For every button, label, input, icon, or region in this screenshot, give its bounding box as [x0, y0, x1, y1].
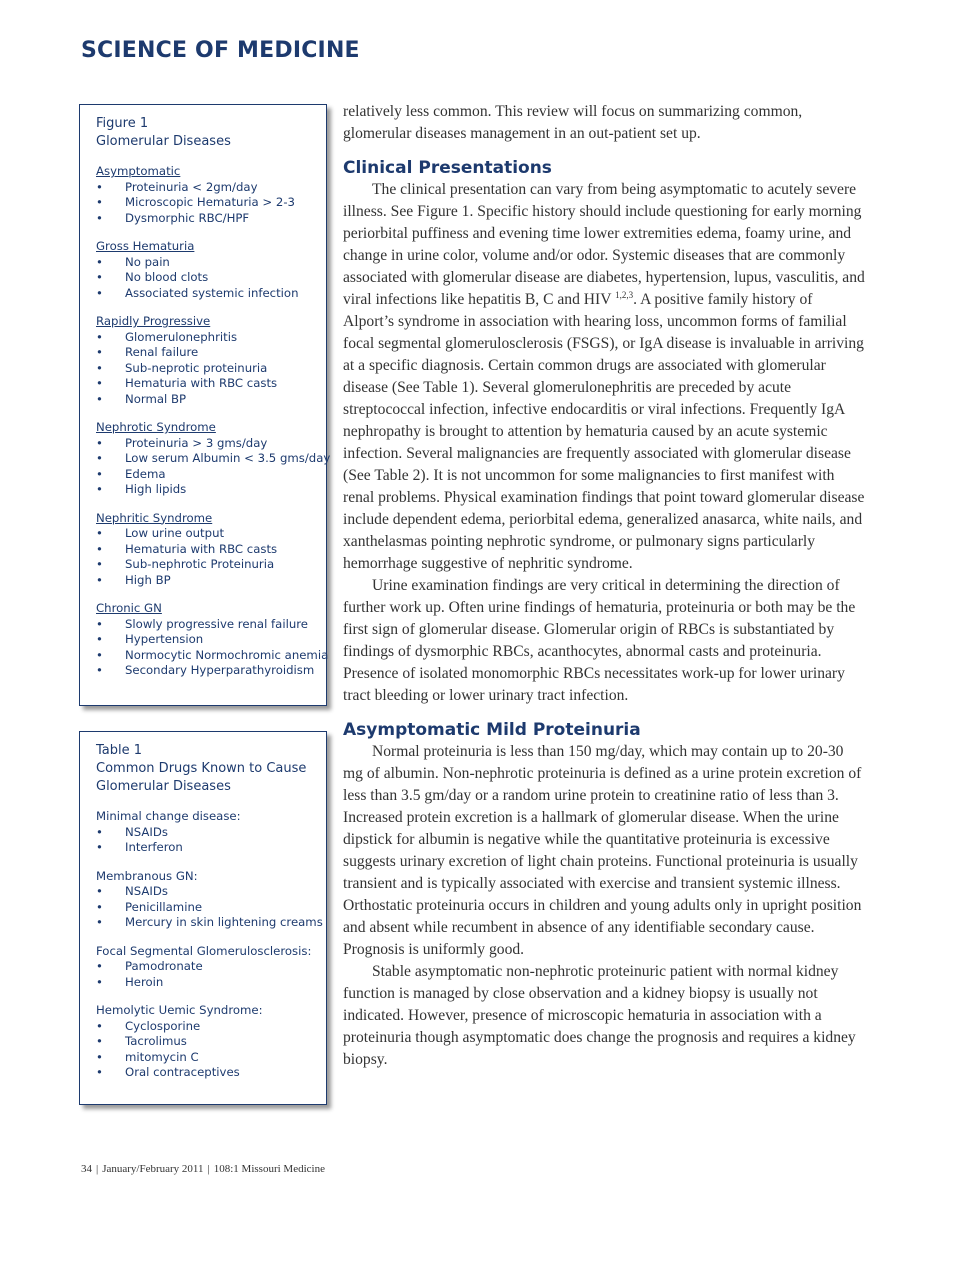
- figure-group: [96, 601, 329, 679]
- heading-clinical-presentations: Clinical Presentations: [343, 158, 552, 178]
- figure-title: Glomerular Diseases: [96, 134, 231, 149]
- clinical-paragraph-2: Urine examination findings are very critical in determining the direction of further work up. Often urine findings of hematuria, proteinuria or both may be the first sign of glomerular disease. Glomerular origin of RBCs is substantiated by findings of dysmorphic RBCs, acanthocytes, abnormal casts and proteinuria. Presence of isolated monomorphic RBCs necessitates work-up for lower urinary tract bleeding or lower urinary tract infection.: [343, 577, 856, 704]
- intro-paragraph: relatively less common. This review will focus on summarizing common, glomerular diseases management in an out-patient set up.: [343, 103, 803, 142]
- list-item: • Hematuria with RBC casts: [96, 376, 322, 392]
- group-heading: Rapidly Progressive: [96, 314, 211, 328]
- list-item: • Associated systemic infection: [96, 286, 322, 302]
- table-group: [96, 809, 322, 856]
- list-item: • No pain: [96, 255, 322, 271]
- issue-date: January/February 2011: [102, 1163, 204, 1175]
- table-label: Table 1: [96, 743, 143, 758]
- figure-group: [96, 314, 322, 407]
- list-item: • Penicillamine: [96, 900, 322, 916]
- list-item: • Normal BP: [96, 392, 322, 408]
- group-heading: Chronic GN: [96, 601, 162, 615]
- group-heading: Nephrotic Syndrome: [96, 420, 216, 434]
- list-item: • Hypertension: [96, 632, 322, 648]
- table-group: [96, 869, 322, 931]
- group-heading: Membranous GN:: [96, 868, 198, 883]
- list-item: • Low serum Albumin < 3.5 gms/day: [96, 451, 322, 467]
- table-1-title: [96, 742, 322, 796]
- list-item: • Renal failure: [96, 345, 322, 361]
- list-item: • No blood clots: [96, 270, 322, 286]
- list-item: • Oral contraceptives: [96, 1065, 322, 1081]
- figure-group: [96, 420, 331, 498]
- list-item: • Tacrolimus: [96, 1034, 322, 1050]
- article-body: [343, 101, 865, 1071]
- list-item: • Secondary Hyperparathyroidism: [96, 663, 322, 679]
- list-item: • Sub-neprotic proteinuria: [96, 361, 322, 377]
- list-item: • Sub-nephrotic Proteinuria: [96, 557, 322, 573]
- asymptomatic-paragraph-2: Stable asymptomatic non-nephrotic proteinuric patient with normal kidney function is managed by close observation and a kidney biopsy is usually not indicated. However, presence of microscopic hematuria in association with a proteinuria though asymptomatic does change the prognosis and requires a kidney biopsy.: [343, 963, 856, 1068]
- page-number: 34: [81, 1163, 92, 1175]
- figure-1-box: [79, 104, 331, 706]
- list-item: • Mercury in skin lightening creams: [96, 915, 322, 931]
- citation-superscript: 1,2,3: [615, 290, 634, 300]
- section-header: SCIENCE OF MEDICINE: [81, 38, 360, 63]
- figure-label: Figure 1: [96, 116, 149, 131]
- list-item: • Glomerulonephritis: [96, 330, 322, 346]
- list-item: • Dysmorphic RBC/HPF: [96, 211, 322, 227]
- list-item: • High lipids: [96, 482, 322, 498]
- group-heading: Focal Segmental Glomerulosclerosis:: [96, 943, 312, 958]
- heading-asymptomatic-mild-proteinuria: Asymptomatic Mild Proteinuria: [343, 720, 641, 740]
- clinical-paragraph-1: [343, 179, 865, 575]
- figure-group: [96, 511, 322, 589]
- clinical-paragraph-1-part-a: The clinical presentation can vary from being asymptomatic to acutely severe illness. See Figure 1. Specific history should include questioning for early morning periorbital puffiness and evening time lower extremities edema, foamy urine, and change in urine color, volume and/or odor. Systemic diseases that are commonly associated with glomerular disease are diabetes, hypertension, lupus, vasculitis, and viral infections like hepatitis B, C and HIV: [343, 181, 865, 308]
- table-group: [96, 1003, 322, 1081]
- group-heading: Nephritic Syndrome: [96, 510, 213, 525]
- figure-group: [96, 239, 322, 301]
- asymptomatic-paragraph-1: Normal proteinuria is less than 150 mg/day, which may contain up to 20-30 mg of albumin. Non-nephrotic proteinuria is defined as a urine protein excretion of less than 3.5 gm/day or a random urine protein to creatinine ratio of less than 3. Increased protein excretion is a hallmark of glomerular disease. When the urine dipstick for albumin is negative while the quantitative proteinuria is excessive suggests urinary excretion of light chain proteins. Functional proteinuria is usually transient and is typically associated with exercise and transient systemic illness. Orthostatic proteinuria occurs in children and young adults only in upright position and absent while recumbent in absence of any identifiable secondary cause. Prognosis is uniformly good.: [343, 743, 862, 958]
- list-item: • Interferon: [96, 840, 322, 856]
- figure-group: [96, 164, 322, 226]
- table-group: [96, 944, 322, 991]
- page-footer: [81, 1163, 325, 1175]
- footer-separator: |: [207, 1163, 210, 1175]
- group-heading: Minimal change disease:: [96, 809, 241, 823]
- list-item: • mitomycin C: [96, 1050, 322, 1066]
- list-item: • Proteinuria < 2gm/day: [96, 180, 322, 196]
- list-item: • High BP: [96, 573, 322, 589]
- list-item: • Pamodronate: [96, 959, 322, 975]
- list-item: • Cyclosporine: [96, 1019, 322, 1035]
- list-item: • NSAIDs: [96, 884, 322, 900]
- list-item: • Slowly progressive renal failure: [96, 617, 322, 633]
- table-1-box: [79, 731, 327, 1105]
- list-item: • Microscopic Hematuria > 2-3: [96, 195, 322, 211]
- clinical-paragraph-1-part-b: . A positive family history of Alport’s syndrome in association with hearing loss, uncommon forms of familial focal segmental glomerulosclerosis (FSGS), or IgA disease is invaluable in arriving at a specific diagnosis. Certain common drugs are associated with glomerular disease (See Table 1). Several glomerulonephritis are preceded by acute streptococcal infection, infective endocarditis or viral infections. Frequently IgA nephropathy is brought to attention by hematuria caused by an acute systemic infection. Several malignancies are frequently associated with glomerular disease (See Table 2). It is not uncommon for some malignancies to first manifest with renal problems. Physical examination findings that point toward glomerular disease include dependent edema, periorbital edema, generalized anasarca, white nails, and xanthelasmas pointing nephrotic syndrome, or pulmonary signs particularly hemorrhage suggestive of nephritic syndrome.: [343, 291, 865, 572]
- list-item: • Heroin: [96, 975, 322, 991]
- list-item: • Edema: [96, 467, 322, 483]
- list-item: • NSAIDs: [96, 825, 322, 841]
- list-item: • Normocytic Normochromic anemia: [96, 648, 322, 664]
- footer-separator: |: [96, 1163, 99, 1175]
- group-heading: Hemolytic Uemic Syndrome:: [96, 1003, 263, 1017]
- figure-1-title: [96, 115, 322, 151]
- group-heading: Gross Hematuria: [96, 239, 195, 253]
- group-heading: Asymptomatic: [96, 164, 181, 178]
- list-item: • Proteinuria > 3 gms/day: [96, 436, 322, 452]
- list-item: • Hematuria with RBC casts: [96, 542, 322, 558]
- table-title-line-2: Glomerular Diseases: [96, 779, 231, 794]
- list-item: • Low urine output: [96, 526, 322, 542]
- journal-name: 108:1 Missouri Medicine: [213, 1163, 325, 1175]
- table-title-line-1: Common Drugs Known to Cause: [96, 761, 307, 776]
